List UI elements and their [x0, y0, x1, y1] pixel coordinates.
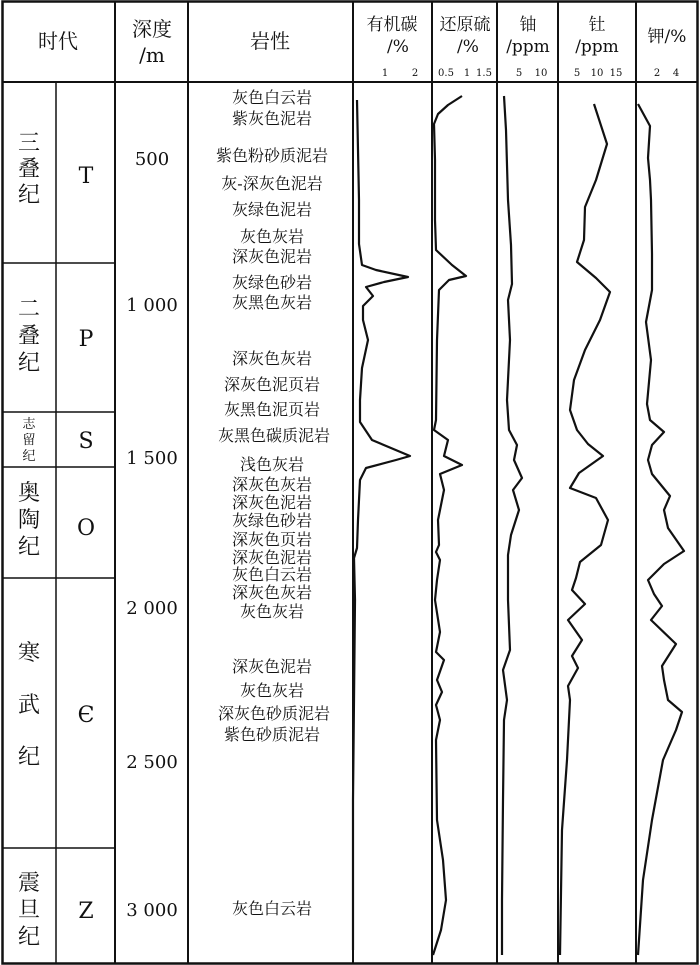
depth-unit: /m [139, 43, 165, 67]
potassium-tick-2: 4 [672, 68, 680, 79]
thorium-curve [560, 104, 610, 955]
lithology-label: 深灰色灰岩 [231, 475, 313, 494]
log-curves [353, 96, 684, 955]
period-name-permian-3: 纪 [17, 351, 41, 376]
thorium-tick-1: 5 [573, 68, 581, 79]
period-symbol-triassic: T [78, 164, 94, 189]
lithology-label: 紫灰色泥岩 [231, 109, 313, 128]
thorium-tick-2: 10 [590, 68, 604, 79]
depth-column [126, 149, 178, 921]
lithology-label: 深灰色灰岩 [231, 349, 313, 368]
lithology-column [216, 88, 330, 918]
reduced-sulfur-curve [433, 96, 466, 955]
lithology-label: 深灰色泥岩 [231, 247, 313, 266]
lithology-label: 深灰色泥岩 [231, 657, 313, 676]
lithology-label: 深灰色页岩 [231, 530, 313, 549]
period-symbol-sinian: Z [78, 899, 94, 924]
uranium-curve [502, 96, 522, 955]
lithology-label: 深灰色灰岩 [231, 583, 313, 602]
sulfur-header: 还原硫 [439, 15, 491, 35]
potassium-tick-1: 2 [653, 68, 661, 79]
period-name-cambrian-2: 武 [17, 693, 41, 718]
period-name-sinian-2: 旦 [17, 898, 41, 923]
uranium-tick-2: 10 [534, 68, 548, 79]
toc-unit: /% [387, 37, 409, 57]
lithology-label: 灰色灰岩 [239, 602, 305, 621]
sulfur-tick-2: 1 [463, 68, 471, 79]
period-name-ordovician-3: 纪 [17, 535, 41, 560]
uranium-header: 铀 [519, 15, 537, 35]
depth-header: 深度 [132, 17, 172, 41]
lithology-label: 灰色白云岩 [231, 899, 313, 918]
lithology-label: 紫色砂质泥岩 [223, 725, 321, 744]
period-name-triassic-1: 三 [17, 131, 41, 156]
lithology-label: 灰色灰岩 [239, 681, 305, 700]
lithology-label: 灰色白云岩 [231, 565, 313, 584]
sulfur-tick-3: 1.5 [476, 68, 492, 79]
table-grid [2, 1, 698, 964]
depth-label: 2 000 [126, 598, 178, 619]
lithology-label: 深灰色砂质泥岩 [217, 704, 331, 723]
lithology-label: 灰绿色泥岩 [231, 200, 313, 219]
lithology-label: 灰黑色灰岩 [231, 293, 313, 312]
period-symbol-ordovician: O [76, 516, 96, 541]
potassium-curve [638, 104, 684, 955]
period-name-triassic-2: 叠 [17, 157, 41, 182]
depth-label: 2 500 [126, 752, 178, 773]
thorium-header: 钍 [588, 15, 606, 35]
potassium-header: 钾/% [647, 27, 687, 47]
lithology-label: 灰色灰岩 [239, 227, 305, 246]
period-name-sinian-1: 震 [17, 871, 41, 896]
period-symbol-cambrian: Є [77, 703, 95, 728]
period-symbol-silurian: S [78, 429, 94, 454]
lithology-label: 灰色白云岩 [231, 88, 313, 107]
organic-carbon-curve [353, 100, 410, 950]
lithology-label: 深灰色泥岩 [231, 493, 313, 512]
lithology-header: 岩性 [250, 29, 290, 53]
column-headers [38, 15, 686, 79]
toc-tick-1: 1 [381, 68, 389, 79]
thorium-tick-3: 15 [609, 68, 623, 79]
thorium-unit: /ppm [575, 37, 619, 57]
period-name-silurian-3: 纪 [22, 449, 36, 464]
period-symbol-permian: P [78, 327, 94, 352]
lithology-label: 灰黑色泥页岩 [223, 400, 321, 419]
lithology-label: 深灰色泥页岩 [223, 375, 321, 394]
period-name-triassic-3: 纪 [17, 183, 41, 208]
depth-label: 1 500 [126, 448, 178, 469]
lithology-label: 灰绿色砂岩 [231, 511, 313, 530]
toc-tick-2: 2 [411, 68, 419, 79]
period-name-cambrian-3: 纪 [17, 745, 41, 770]
lithology-label: 灰黑色碳质泥岩 [217, 426, 331, 445]
period-name-permian-1: 二 [17, 297, 41, 322]
toc-header: 有机碳 [366, 15, 418, 35]
period-name-permian-2: 叠 [17, 324, 41, 349]
period-name-silurian-2: 留 [22, 433, 36, 448]
uranium-unit: /ppm [506, 37, 550, 57]
sulfur-tick-1: 0.5 [438, 68, 454, 79]
period-name-ordovician-2: 陶 [17, 508, 41, 533]
lithology-label: 灰绿色砂岩 [231, 273, 313, 292]
era-header: 时代 [38, 29, 78, 53]
period-name-sinian-3: 纪 [17, 925, 41, 950]
depth-label: 1 000 [126, 295, 178, 316]
sulfur-unit: /% [457, 37, 479, 57]
uranium-tick-1: 5 [515, 68, 523, 79]
period-name-ordovician-1: 奥 [17, 481, 41, 506]
depth-label: 500 [134, 149, 170, 170]
depth-label: 3 000 [126, 900, 178, 921]
lithology-label: 浅色灰岩 [239, 455, 305, 474]
lithology-label: 灰-深灰色泥岩 [221, 174, 323, 193]
lithology-label: 深灰色泥岩 [231, 548, 313, 567]
period-name-silurian-1: 志 [22, 417, 36, 432]
lithology-label: 紫色粉砂质泥岩 [215, 146, 329, 165]
period-name-cambrian-1: 寒 [17, 641, 41, 666]
